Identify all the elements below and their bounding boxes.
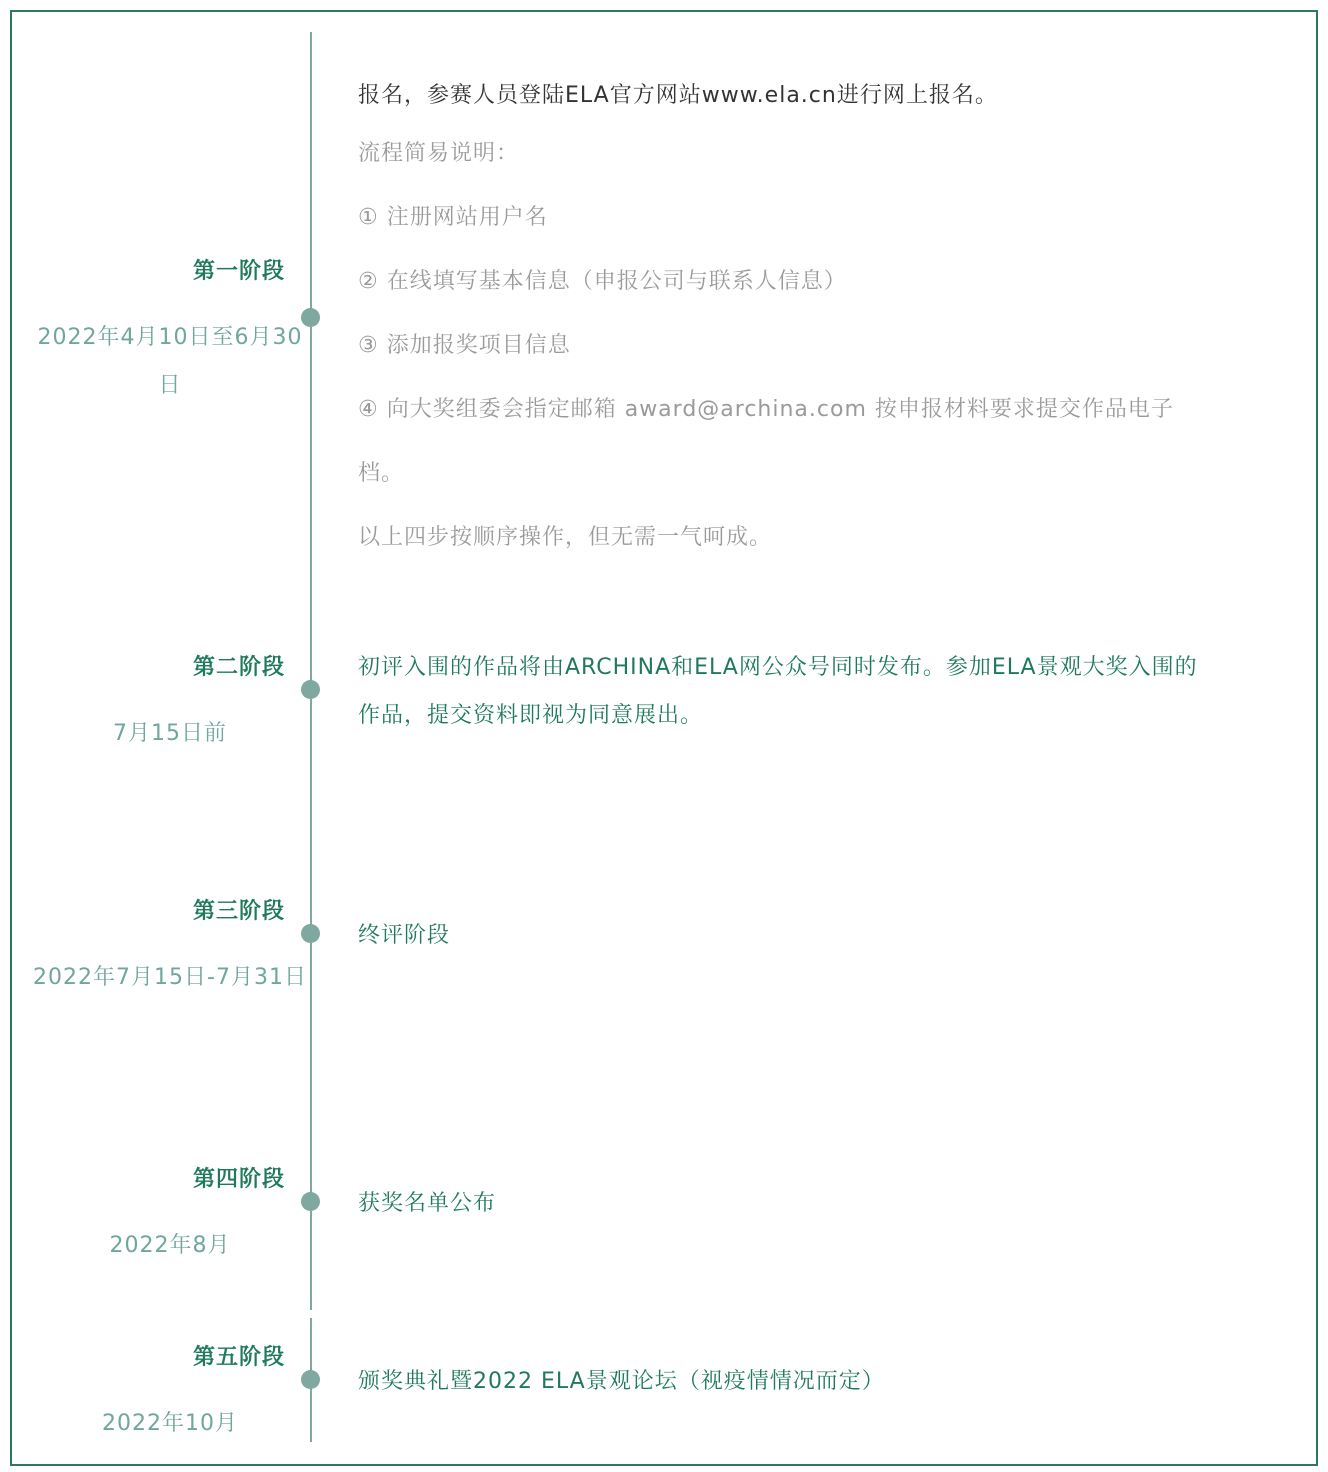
stage-2-content-line-1: 初评入围的作品将由ARCHINA和ELA网公众号同时发布。参加ELA景观大奖入围的 (358, 655, 1198, 680)
stage-1-title: 第一阶段 (192, 259, 285, 284)
stage-1-step-4-cont: 档。 (358, 461, 405, 486)
stage-4-date: 2022年8月 (109, 1233, 231, 1258)
stage-3-date: 2022年7月15日-7月31日 (33, 965, 307, 990)
timeline-dot-stage-2 (301, 680, 320, 699)
stage-1-step-1: ① 注册网站用户名 (358, 205, 548, 230)
stage-3-content-text: 终评阶段 (358, 923, 451, 948)
timeline-line (310, 32, 312, 1310)
stage-2-content-line-2: 作品，提交资料即视为同意展出。 (358, 703, 704, 728)
stage-1-intro: 报名，参赛人员登陆ELA官方网站www.ela.cn进行网上报名。 (358, 83, 998, 108)
stage-2-title: 第二阶段 (192, 655, 285, 680)
stage-5-title: 第五阶段 (192, 1345, 285, 1370)
stage-3-title: 第三阶段 (192, 899, 285, 924)
stage-1-date: 2022年4月10日至6月30日 (37, 325, 303, 398)
stage-4-title: 第四阶段 (192, 1167, 285, 1192)
timeline-dot-stage-3 (301, 924, 320, 943)
stage-1-subtitle: 流程简易说明： (358, 141, 520, 166)
stage-1-step-2: ② 在线填写基本信息（申报公司与联系人信息） (358, 269, 847, 294)
timeline-dot-stage-4 (301, 1192, 320, 1211)
stage-1-step-4: ④ 向大奖组委会指定邮箱 award@archina.com 按申报材料要求提交作品电子 (358, 397, 1174, 422)
stage-1-note: 以上四步按顺序操作，但无需一气呵成。 (358, 525, 773, 550)
stage-2-date: 7月15日前 (113, 721, 227, 746)
stage-5-content-text: 颁奖典礼暨2022 ELA景观论坛（视疫情情况而定） (358, 1369, 885, 1394)
stage-4-content-text: 获奖名单公布 (358, 1191, 497, 1216)
stage-1-step-3: ③ 添加报奖项目信息 (358, 333, 571, 358)
stage-5-date: 2022年10月 (102, 1411, 238, 1436)
timeline-dot-stage-5 (301, 1370, 320, 1389)
